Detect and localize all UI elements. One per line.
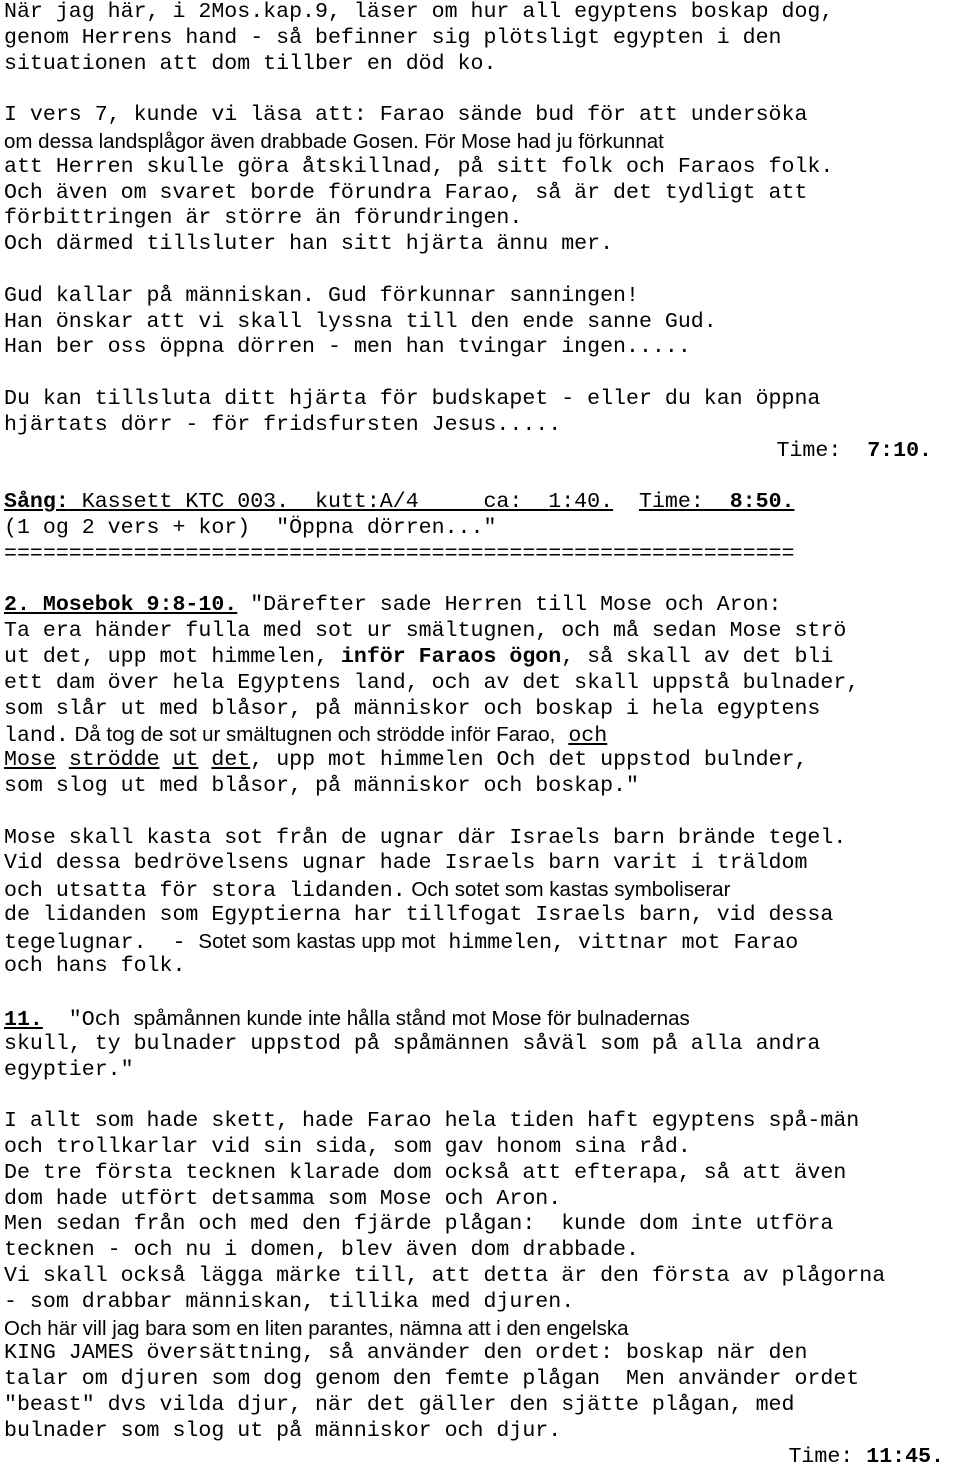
paragraph-6-line-3: De tre första tecknen klarade dom också att efterapa, så att även [4,1160,847,1185]
paragraph-2-line-1: I vers 7, kunde vi läsa att: Farao sände bud för att undersöka [4,103,808,128]
verse-number-underline [4,1008,43,1032]
paragraph-6-line-9 [4,1316,958,1342]
paragraph-6-line-5: Men sedan från och med den fjärde plågan: kunde dom inte utföra [4,1212,834,1237]
paragraph-6-line-7: Vi skall också lägga märke till, att detta är den första av plågorna [4,1264,886,1289]
spacer [4,77,958,103]
paragraph-6-line-12: "beast" dvs vilda djur, när det gäller den sjätte plågan, med [4,1393,795,1418]
paragraph-6-line-2: och trollkarlar vid sin sida, som gav honom sina råd. [4,1135,691,1160]
sans-segment: Och sotet som kastas symboliserar [405,878,731,902]
paragraph-5-line-2: Vid dessa bedrövelsens ugnar hade Israels barn varit i träldom [4,851,808,876]
underlined-word: och [568,724,608,749]
paragraph-6-line-11: talar om djuren som dog genom den femte plågan Men använder ordet [4,1367,860,1392]
text-segment: himmelen, vittnar mot Farao [435,930,799,955]
spacer [4,568,958,594]
sans-segment: nämna att i den engelska [393,1316,629,1340]
paragraph-6-line-10: KING JAMES översättning, så använder den ordet: boskap när den [4,1341,808,1366]
paragraph-2-line-3: att Herren skulle göra åtskillnad, på sitt folk och Faraos folk. [4,154,834,179]
paragraph-2-line-6: Och därmed tillsluter han sitt hjärta ännu mer. [4,232,614,257]
song-underlined [4,490,613,514]
paragraph-5-line-1: Mose skall kasta sot från de ugnar där Israels barn brände tegel. [4,825,847,850]
paragraph-1-line-2: genom Herrens hand - så befinner sig plötsligt egypten i den [4,25,782,50]
verse-number: 11. [4,1008,43,1033]
time-label: Time: [776,438,842,463]
paragraph-2-line-2 [4,129,958,155]
spacer [4,1083,958,1109]
time-marker-1 [4,439,958,465]
paragraph-3-line-2: Han önskar att vi skall lyssna till den ende sanne Gud. [4,309,717,334]
sans-segment: Och här vill jag bara som en liten parantes, [4,1316,394,1340]
scripture-line-6 [4,722,958,748]
scripture-emphasis: inför Faraos ögon [340,644,562,669]
verse-11-line-1 [4,1006,958,1032]
scripture-text: ut det, upp mot himmelen, [4,644,341,669]
scripture-line-1 [4,593,958,619]
spacer [4,980,958,1006]
text-segment: "Och [42,1008,134,1033]
underlined-word: strödde [68,748,160,773]
scripture-quote-start: "Därefter sade Herren till Mose och Aron: [237,593,782,618]
underlined-word: det [211,748,251,773]
paragraph-6-line-6: tecknen - och nu i domen, blev även dom drabbade. [4,1238,639,1263]
scripture-line-5: som slår ut med blåsor, på människor och boskap i hela egyptens [4,696,821,721]
scripture-line-2: Ta era händer fulla med sot ur smältugnen, och må sedan Mose strö [4,619,847,644]
sans-segment: om dessa landsplågor även drabbade Gosen. [4,129,419,153]
paragraph-5-line-6: och hans folk. [4,954,186,979]
paragraph-5-line-3 [4,877,958,903]
spacer [4,258,958,284]
paragraph-5-line-4: de lidanden som Egyptierna har tillfogat Israels barn, vid dessa [4,902,834,927]
song-gap [613,490,639,514]
scripture-reference: 2. Mosebok 9:8-10. [4,593,238,618]
time-marker-3 [4,1445,958,1470]
time-label: Time: [788,1444,854,1469]
scripture-line-8: som slog ut med blåsor, på människor och boskap." [4,773,639,798]
spacer [4,464,958,490]
paragraph-2-line-5: förbittringen är större än förundringen. [4,206,523,231]
paragraph-6-line-8: - som drabbar människan, tillika med djuren. [4,1289,575,1314]
scripture-line-3 [4,645,958,671]
song-time [639,490,795,514]
sans-segment: Då tog de sot ur smältugnen och strödde inför Farao, [68,723,556,747]
scripture-text: , upp mot himmelen Och det uppstod bulnder, [250,748,808,773]
sans-segment: spåmånnen kunde inte hålla stånd mot Mose för bulnadernas [133,1007,690,1031]
scripture-line-4: ett dam över hela Egyptens land, och av det skall uppstå bulnader, [4,670,860,695]
verse-11-line-2: skull, ty bulnader uppstod på spåmännen såväl som på alla andra [4,1031,821,1056]
song-line [4,490,958,516]
time-value: 11:45. [866,1444,944,1469]
spacer [4,800,958,826]
document-page [4,0,958,1470]
verse-11-line-3: egyptier." [4,1057,134,1082]
underlined-word: Mose [4,748,56,773]
underlined-word: ut [172,748,199,773]
paragraph-4-line-1: Du kan tillsluta ditt hjärta för budskapet - eller du kan öppna [4,386,821,411]
paragraph-1-line-1: När jag här, i 2Mos.kap.9, läser om hur all egyptens boskap dog, [4,0,834,24]
paragraph-3-line-3: Han ber oss öppna dörren - men han tvingar ingen..... [4,335,691,360]
paragraph-3-line-1: Gud kallar på människan. Gud förkunnar sanningen! [4,283,639,308]
time-value: 7:10. [867,438,932,463]
sans-segment: Sotet som kastas upp mot [198,929,436,953]
paragraph-4-line-2: hjärtats dörr - för fridsfursten Jesus..... [4,412,562,437]
scripture-line-7 [4,748,958,774]
spacer [4,361,958,387]
paragraph-6-line-1: I allt som hade skett, hade Farao hela tiden haft egyptens spå-män [4,1109,860,1134]
section-divider: ============================================================= [4,541,795,566]
text-segment: och utsatta för stora lidanden. [4,879,406,904]
text-segment: tegelugnar. - [4,930,199,955]
paragraph-1-line-3: situationen att dom tillber en död ko. [4,51,497,76]
time-value: 8:50. [729,490,795,515]
scripture-text: , så skall av det bli [561,644,834,669]
song-label: Sång: [4,490,69,515]
paragraph-6-line-4: dom hade utfört detsamma som Mose och Aron. [4,1186,562,1211]
sans-segment: För Mose had ju förkunnat [418,129,664,153]
song-verses: (1 og 2 vers + kor) "Öppna dörren..." [4,515,497,540]
time-label: Time: [638,490,704,515]
song-details: Kassett KTC 003. kutt:A/4 ca: 1:40. [68,490,614,515]
scripture-text: land. [4,724,69,749]
paragraph-6-line-13: bulnader som slog ut på människor och djur. [4,1418,562,1443]
scripture-ref-underline [4,593,237,617]
paragraph-5-line-5 [4,929,958,955]
paragraph-2-line-4: Och även om svaret borde förundra Farao, så är det tydligt att [4,180,808,205]
